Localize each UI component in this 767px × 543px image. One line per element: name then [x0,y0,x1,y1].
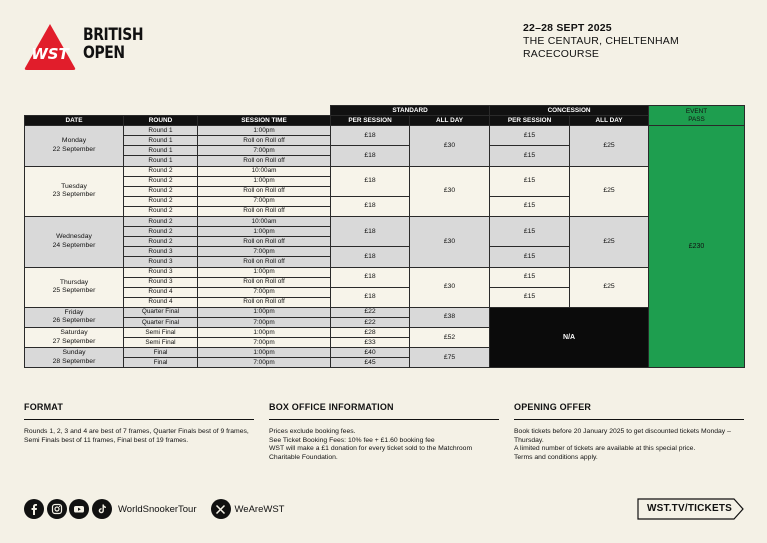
time-cell: 1:00pm [198,126,331,136]
table-row [25,307,745,317]
round-cell: Round 2 [124,227,198,237]
youtube-icon[interactable] [69,499,89,519]
col-con-all-day: ALL DAY [570,116,649,126]
col-std-per-session: PER SESSION [331,116,410,126]
offer-line3: Terms and conditions apply. [514,453,598,461]
time-cell: 10:00am [198,217,331,227]
day-date: 26 September [52,317,96,325]
offer-line2: A limited number of tickets are available at this special price. [514,445,696,453]
event-name-line2: OPEN [83,43,125,63]
time-cell: 10:00am [198,166,331,176]
logo-mark: WST [31,45,69,63]
round-cell: Round 2 [124,176,198,186]
standard-group-header: STANDARD [331,106,490,116]
time-cell: 7:00pm [198,338,331,348]
round-cell: Round 2 [124,206,198,216]
std-session-price: £18 [331,166,410,196]
event-pass-header-line2: PASS [688,115,705,123]
std-session-price: £18 [331,247,410,267]
day-name: Friday [64,308,84,316]
day-date: 24 September [52,241,96,249]
day-date: 23 September [52,191,96,199]
round-cell: Round 2 [124,237,198,247]
time-cell: Roll on Roll off [198,237,331,247]
round-cell: Round 2 [124,196,198,206]
con-session-price: £15 [490,267,570,287]
std-session-price: £22 [331,317,410,327]
event-dates: 22–28 SEPT 2025 [523,22,612,34]
x-icon[interactable] [211,499,231,519]
time-cell: 1:00pm [198,267,331,277]
table-row [25,166,745,176]
con-session-price: £15 [490,126,570,146]
table-row [25,126,745,136]
time-cell: 1:00pm [198,307,331,317]
wst-badge-icon [23,22,77,72]
table-row [25,267,745,277]
facebook-icon[interactable] [24,499,44,519]
tickets-cta-button[interactable] [637,498,744,520]
con-all-day-price: £25 [570,267,649,307]
con-all-day-price: £25 [570,217,649,267]
std-session-price: £18 [331,126,410,146]
round-cell: Round 3 [124,277,198,287]
con-session-price: £15 [490,287,570,307]
time-cell: 7:00pm [198,358,331,368]
time-cell: 7:00pm [198,317,331,327]
table-row [25,217,745,227]
day-cell [25,217,124,267]
round-cell: Round 4 [124,297,198,307]
time-cell: Roll on Roll off [198,257,331,267]
ticket-price-table [24,105,745,368]
con-session-price: £15 [490,146,570,166]
event-pass-header-line1: EVENT [685,107,708,115]
time-cell: 7:00pm [198,196,331,206]
std-session-price: £45 [331,358,410,368]
round-cell: Semi Final [124,338,198,348]
round-cell: Round 1 [124,136,198,146]
cta-label[interactable]: WST.TV/TICKETS [647,503,733,514]
round-cell: Round 3 [124,247,198,257]
std-session-price: £22 [331,307,410,317]
time-cell: 1:00pm [198,348,331,358]
day-cell [25,126,124,166]
con-session-price: £15 [490,166,570,196]
social-handle[interactable]: WorldSnookerTour [118,503,197,515]
round-cell: Round 3 [124,257,198,267]
round-cell: Final [124,358,198,368]
std-all-day-price: £30 [410,126,490,166]
time-cell: 1:00pm [198,227,331,237]
time-cell: Roll on Roll off [198,206,331,216]
col-std-all-day: ALL DAY [410,116,490,126]
std-all-day-price: £30 [410,166,490,216]
time-cell: Roll on Roll off [198,186,331,196]
box-office-section [269,402,499,462]
instagram-icon[interactable] [47,499,67,519]
con-all-day-price: £25 [570,166,649,216]
time-cell: Roll on Roll off [198,277,331,287]
std-session-price: £18 [331,217,410,247]
round-cell: Round 2 [124,217,198,227]
day-date: 25 September [52,287,96,295]
day-name: Wednesday [56,233,92,241]
opening-offer-section [514,402,744,462]
round-cell: Final [124,348,198,358]
round-cell: Round 4 [124,287,198,297]
time-cell: 1:00pm [198,176,331,186]
event-name [83,26,143,62]
format-section [24,402,254,445]
std-session-price: £28 [331,328,410,338]
event-venue: THE CENTAUR, CHELTENHAM RACECOURSE [523,35,679,60]
day-name: Saturday [60,329,88,337]
day-cell [25,348,124,368]
day-cell [25,328,124,348]
day-date: 28 September [52,357,96,365]
round-cell: Semi Final [124,328,198,338]
std-all-day-price: £52 [410,328,490,348]
offer-line1: Book tickets before 20 January 2025 to get discounted tickets Monday – Thursday. [514,428,731,444]
round-cell: Round 1 [124,126,198,136]
time-cell: Roll on Roll off [198,297,331,307]
format-title: FORMAT [24,402,254,420]
event-pass-header [649,106,745,126]
col-date: DATE [25,116,124,126]
std-session-price: £40 [331,348,410,358]
event-info [523,22,743,61]
day-date: 22 September [52,145,96,153]
std-session-price: £18 [331,267,410,287]
time-cell: 7:00pm [198,287,331,297]
offer-title: OPENING OFFER [514,402,744,420]
con-session-price: £15 [490,196,570,216]
box-office-line1: Prices exclude booking fees. [269,428,356,435]
round-cell: Quarter Final [124,317,198,327]
social-links [24,498,298,520]
round-cell: Round 2 [124,186,198,196]
format-text: Rounds 1, 2, 3 and 4 are best of 7 frames, Quarter Finals best of 9 frames, Semi Finals best of 11 frames, Final best of 19 frames. [24,428,249,444]
event-pass-price: £230 [649,126,745,368]
col-round: ROUND [124,116,198,126]
day-name: Monday [61,137,87,145]
day-date: 27 September [52,337,96,345]
std-session-price: £18 [331,146,410,166]
con-all-day-price: £25 [570,126,649,166]
time-cell: 1:00pm [198,328,331,338]
con-session-price: £15 [490,217,570,247]
day-name: Sunday [62,349,86,357]
col-session-time: SESSION TIME [198,116,331,126]
std-all-day-price: £30 [410,217,490,267]
std-session-price: £18 [331,287,410,307]
time-cell: Roll on Roll off [198,156,331,166]
event-name-line1: BRITISH [83,25,144,45]
day-cell [25,166,124,216]
time-cell: 7:00pm [198,247,331,257]
x-handle[interactable]: WeAreWST [234,503,285,515]
concession-group-header: CONCESSION [490,106,649,116]
day-name: Thursday [59,278,89,286]
round-cell: Round 3 [124,267,198,277]
time-cell: Roll on Roll off [198,136,331,146]
day-name: Tuesday [61,182,87,190]
time-cell: 7:00pm [198,146,331,156]
col-con-per-session: PER SESSION [490,116,570,126]
day-cell [25,307,124,327]
round-cell: Quarter Final [124,307,198,317]
header-spacer [25,106,331,116]
day-cell [25,267,124,307]
concession-na-cell: N/A [490,307,649,368]
std-all-day-price: £38 [410,307,490,327]
con-session-price: £15 [490,247,570,267]
std-all-day-price: £75 [410,348,490,368]
tiktok-icon[interactable] [92,499,112,519]
std-all-day-price: £30 [410,267,490,307]
std-session-price: £18 [331,196,410,216]
round-cell: Round 1 [124,156,198,166]
box-office-title: BOX OFFICE INFORMATION [269,402,499,420]
round-cell: Round 2 [124,166,198,176]
box-office-line2: See Ticket Booking Fees: 10% fee + £1.60 booking fee [269,436,435,444]
round-cell: Round 1 [124,146,198,156]
std-session-price: £33 [331,338,410,348]
box-office-line3: WST will make a £1 donation for every ticket sold to the Matchroom Charitable Foundation. [269,445,473,461]
brand-logo [23,22,144,74]
